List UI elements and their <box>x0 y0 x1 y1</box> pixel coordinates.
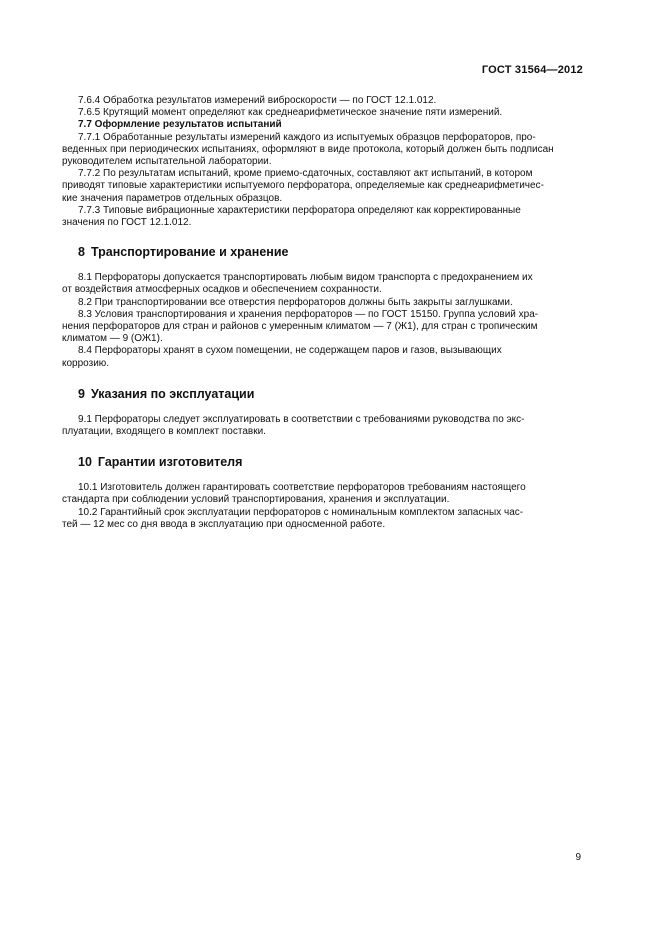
page-number: 9 <box>575 852 581 863</box>
document-code-header: ГОСТ 31564—2012 <box>481 64 583 76</box>
clause-8-4: 8.4 Перфораторы хранят в сухом помещении, не содержащем паров и газов, вызывающих коррозию. <box>62 345 502 369</box>
section-10-number: 10 <box>78 455 92 470</box>
section-8-heading <box>78 245 583 260</box>
clause-8-3: 8.3 Условия транспортирования и хранения перфораторов — по ГОСТ 15150. Группа условий хра- нения перфораторов для стран и районов с умеренным климатом — 7 (Ж1), для стран с тропическим климатом — 9 (ОЖ1). <box>62 308 539 345</box>
document-body <box>62 95 583 531</box>
clause-10-2: 10.2 Гарантийный срок эксплуатации перфораторов с номинальным комплектом запасных час- тей — 12 мес со дня ввода в эксплуатацию при односменной работе. <box>62 506 524 530</box>
section-8-number: 8 <box>78 245 85 260</box>
clause-7-6-4: 7.6.4 Обработка результатов измерений виброскорости — по ГОСТ 12.1.012. <box>78 95 437 106</box>
clause-7-7-2: 7.7.2 По результатам испытаний, кроме приемо-сдаточных, составляют акт испытаний, в котором приводят типовые характеристики испытуемого перфоратора, определяемые как среднеарифметичес- кие значения параметров отдельных образцов. <box>62 168 544 204</box>
clause-8-2: 8.2 При транспортировании все отверстия перфораторов должны быть закрыты заглушками. <box>78 296 513 308</box>
section-10-heading <box>78 455 583 470</box>
clause-8-1: 8.1 Перфораторы допускается транспортировать любым видом транспорта с предохранением их от воздействия атмосферных осадков и обеспечением сохранности. <box>62 272 533 296</box>
section-8-title: Транспортирование и хранение <box>90 245 289 260</box>
section-9-title: Указания по эксплуатации <box>90 386 255 401</box>
section-9-number: 9 <box>78 386 85 401</box>
section-9-heading <box>78 387 583 402</box>
subsection-7-7-heading: 7.7 Оформление результатов испытаний <box>78 119 282 131</box>
clause-9-1: 9.1 Перфораторы следует эксплуатировать в соответствии с требованиями руководства по экс- плуатации, входящего в комплект поставки. <box>62 413 525 438</box>
section-10-title: Гарантии изготовителя <box>97 455 243 470</box>
clause-7-7-3: 7.7.3 Типовые вибрационные характеристики перфоратора определяют как корректированные значения по ГОСТ 12.1.012. <box>62 204 521 229</box>
clause-10-1: 10.1 Изготовитель должен гарантировать соответствие перфораторов требованиям настоящего стандарта при соблюдении условий транспортирования, хранения и эксплуатации. <box>62 482 526 506</box>
clause-7-7-1: 7.7.1 Обработанные результаты измерений каждого из испытуемых образцов перфораторов, про- веденных при периодических испытаниях, оформляют в виде протокола, который должен быть подписан руководителем испытательной лаборатории. <box>62 131 554 168</box>
clause-7-6-5: 7.6.5 Крутящий момент определяют как среднеарифметическое значение пяти измерений. <box>78 107 503 119</box>
